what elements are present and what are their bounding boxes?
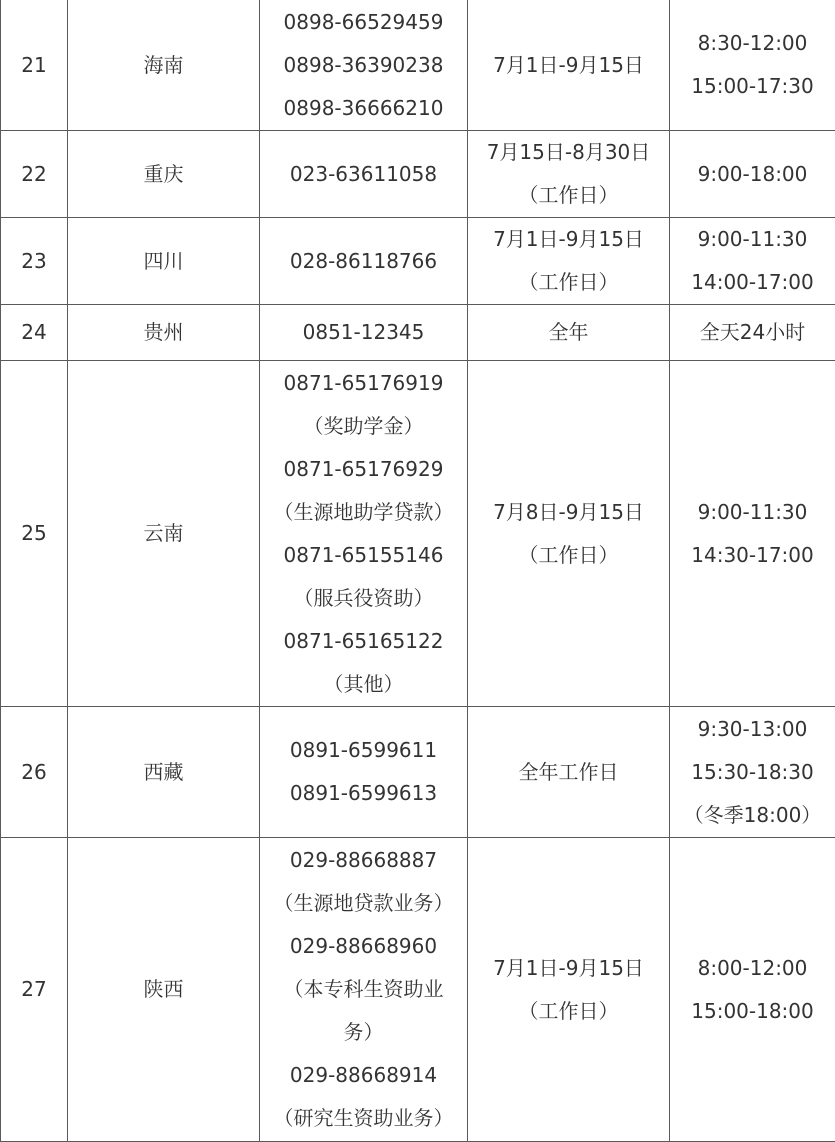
hours-line: 8:30-12:00: [676, 22, 829, 65]
hours-line: 9:00-11:30: [676, 218, 829, 261]
table-body: [1, 0, 835, 1142]
phone-cell: [260, 218, 468, 305]
phone-line: （生源地助学贷款）: [266, 491, 461, 534]
period-line: 7月8日-9月15日: [474, 491, 663, 534]
service-hours-cell: [670, 707, 835, 838]
phone-line: （其他）: [266, 663, 461, 706]
hours-line: 全天24小时: [676, 311, 829, 354]
phone-line: 0871-65155146: [266, 534, 461, 577]
service-hours-cell: [670, 131, 835, 218]
table-row: [1, 218, 835, 305]
province-name: 云南: [68, 361, 260, 707]
phone-line: 0898-36666210: [266, 87, 461, 130]
period-line: 7月1日-9月15日: [474, 218, 663, 261]
province-name: 四川: [68, 218, 260, 305]
province-name: 重庆: [68, 131, 260, 218]
service-hours-cell: [670, 218, 835, 305]
hours-line: 15:00-18:00: [676, 990, 829, 1033]
row-index: 21: [1, 0, 68, 131]
period-line: （工作日）: [474, 261, 663, 304]
phone-cell: [260, 838, 468, 1142]
service-hours-cell: [670, 838, 835, 1142]
province-name: 贵州: [68, 305, 260, 361]
hours-line: 15:30-18:30: [676, 751, 829, 794]
row-index: 23: [1, 218, 68, 305]
hours-line: （冬季18:00）: [676, 794, 829, 837]
service-hours-cell: [670, 361, 835, 707]
service-period-cell: [468, 361, 670, 707]
phone-line: （奖助学金）: [266, 405, 461, 448]
phone-cell: [260, 361, 468, 707]
service-period-cell: [468, 218, 670, 305]
phone-line: 028-86118766: [266, 240, 461, 283]
province-name: 西藏: [68, 707, 260, 838]
phone-line: 0851-12345: [266, 311, 461, 354]
table-row: [1, 838, 835, 1142]
row-index: 26: [1, 707, 68, 838]
hours-line: 9:00-18:00: [676, 153, 829, 196]
row-index: 22: [1, 131, 68, 218]
period-line: （工作日）: [474, 990, 663, 1033]
service-period-cell: [468, 305, 670, 361]
phone-line: 0871-65165122: [266, 620, 461, 663]
phone-line: 029-88668887: [266, 839, 461, 882]
phone-line: 0871-65176919: [266, 362, 461, 405]
phone-line: 023-63611058: [266, 153, 461, 196]
phone-line: （服兵役资助）: [266, 577, 461, 620]
period-line: 全年工作日: [474, 751, 663, 794]
phone-line: 0871-65176929: [266, 448, 461, 491]
hours-line: 9:30-13:00: [676, 708, 829, 751]
province-name: 陕西: [68, 838, 260, 1142]
table-row: [1, 305, 835, 361]
period-line: （工作日）: [474, 174, 663, 217]
period-line: 全年: [474, 311, 663, 354]
phone-line: 029-88668960: [266, 925, 461, 968]
hours-line: 15:00-17:30: [676, 65, 829, 108]
phone-line: （本专科生资助业: [266, 968, 461, 1011]
hours-line: 14:00-17:00: [676, 261, 829, 304]
phone-cell: [260, 305, 468, 361]
row-index: 25: [1, 361, 68, 707]
phone-line: 0891-6599611: [266, 729, 461, 772]
service-period-cell: [468, 0, 670, 131]
period-line: （工作日）: [474, 534, 663, 577]
phone-line: 务）: [266, 1011, 461, 1054]
phone-line: 029-88668914: [266, 1054, 461, 1097]
service-period-cell: [468, 131, 670, 218]
province-name: 海南: [68, 0, 260, 131]
service-period-cell: [468, 707, 670, 838]
phone-line: （研究生资助业务）: [266, 1097, 461, 1140]
phone-cell: [260, 131, 468, 218]
phone-cell: [260, 707, 468, 838]
row-index: 27: [1, 838, 68, 1142]
row-index: 24: [1, 305, 68, 361]
hours-line: 9:00-11:30: [676, 491, 829, 534]
table-row: [1, 0, 835, 131]
service-hours-cell: [670, 0, 835, 131]
phone-line: 0898-36390238: [266, 44, 461, 87]
period-line: 7月1日-9月15日: [474, 44, 663, 87]
service-period-cell: [468, 838, 670, 1142]
phone-line: （生源地贷款业务）: [266, 882, 461, 925]
hours-line: 8:00-12:00: [676, 947, 829, 990]
table-row: [1, 361, 835, 707]
phone-line: 0898-66529459: [266, 1, 461, 44]
service-hours-cell: [670, 305, 835, 361]
table-row: [1, 131, 835, 218]
table-row: [1, 707, 835, 838]
hours-line: 14:30-17:00: [676, 534, 829, 577]
phone-line: 0891-6599613: [266, 772, 461, 815]
period-line: 7月15日-8月30日: [474, 131, 663, 174]
phone-cell: [260, 0, 468, 131]
period-line: 7月1日-9月15日: [474, 947, 663, 990]
